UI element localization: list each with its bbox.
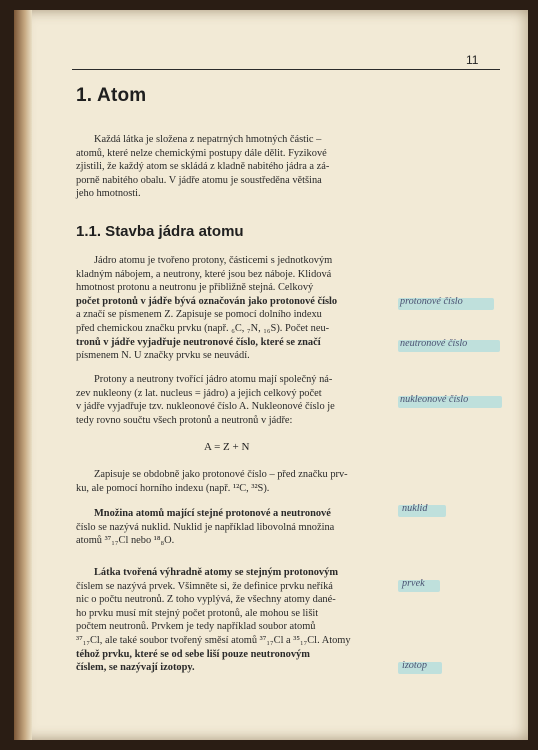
text-line: tedy rovno součtu všech protonů a neutronů v jádře: — [76, 414, 293, 426]
section-title: 1.1. Stavba jádra atomu — [76, 223, 244, 240]
header-rule — [72, 69, 500, 70]
text-line: ku, ale pomocí horního indexu (např. ¹²C, ³²S). — [76, 482, 270, 494]
text-line: Protony a neutrony tvořící jádro atomu mají společný ná- — [94, 374, 333, 385]
text-line: počtem neutronů. Prvkem je tedy například soubor atomů — [76, 621, 316, 633]
text-line: počet protonů v jádře bývá označován jako protonové číslo — [76, 295, 338, 307]
text-line: atomů, které nelze chemickými postupy dále dělit. Fyzikové — [76, 147, 327, 159]
page-number: 11 — [466, 53, 479, 67]
text-line: Každá látka je složena z nepatrných hmotných částic – — [94, 134, 322, 145]
chapter-title: 1. Atom — [76, 85, 147, 106]
formula: A = Z + N — [204, 441, 250, 453]
intro-paragraph — [76, 133, 376, 201]
text-line: ho prvku musí mít stejný počet protonů, ale mohou se lišit — [76, 607, 319, 619]
text-line: ³⁷₁₇Cl, ale také soubor tvořený směsí atomů ³⁷₁₇Cl a ³⁵₁₇Cl. Atomy — [76, 634, 351, 646]
text-line: Jádro atomu je tvořeno protony, částicemi s jednotkovým — [94, 255, 333, 266]
text-line: kladným nábojem, a neutrony, které jsou bez náboje. Klidová — [76, 268, 332, 280]
text-line: číslem se nazývá prvek. Všimněte si, že definice prvku neříká — [76, 580, 333, 592]
text-line: jeho hmotnosti. — [76, 188, 141, 200]
paragraph-2 — [76, 373, 376, 427]
text-line: tronů v jádře vyjadřuje neutronové číslo, které se značí — [76, 336, 321, 348]
text-line: Látka tvořená výhradně atomy se stejným protonovým — [94, 567, 338, 578]
text-line: nic o počtu neutronů. Z toho vyplývá, že všechny atomy dané- — [76, 594, 336, 606]
text-line: před chemickou značku prvku (např. ₆C, ₇N, ₁₆S). Počet neu- — [76, 322, 330, 334]
book-page — [14, 10, 528, 740]
text-line: téhož prvku, které se od sebe liší pouze neutronovým — [76, 648, 310, 660]
text-line: atomů ³⁷₁₇Cl nebo ¹⁸₈O. — [76, 535, 175, 547]
text-line: v jádře vyjadřuje tzv. nukleonové číslo A. Nukleonové číslo je — [76, 401, 335, 413]
margin-note-izotop: izotop — [402, 660, 427, 671]
margin-note-nuklid: nuklid — [402, 503, 428, 514]
text-line: zev nukleony (z lat. nucleus = jádro) a jejich celkový počet — [76, 387, 322, 399]
text-line: Zapisuje se obdobně jako protonové číslo – před značku prv- — [94, 469, 348, 480]
text-line: Množina atomů mající stejné protonové a neutronové — [94, 508, 331, 519]
margin-note-prvek: prvek — [402, 578, 425, 589]
text-line: a značí se písmenem Z. Zapisuje se pomocí dolního indexu — [76, 309, 322, 321]
margin-note-nukleonove-cislo: nukleonové číslo — [400, 394, 469, 405]
text-line: písmenem N. U značky prvku se neuvádí. — [76, 350, 250, 362]
paragraph-3 — [76, 468, 376, 495]
margin-note-neutronove-cislo: neutronové číslo — [400, 338, 468, 349]
paragraph-4 — [76, 507, 376, 548]
text-line: porně nabitého obalu. V jádře atomu je soustředěna většina — [76, 174, 322, 186]
paragraph-5 — [76, 566, 376, 675]
text-line: hmotnost protonu a neutronu je přibližně stejná. Celkový — [76, 282, 314, 294]
text-line: číslo se nazývá nuklid. Nuklid je například libovolná množina — [76, 521, 335, 533]
margin-note-protonove-cislo: protonové číslo — [400, 296, 463, 307]
book-spine — [14, 10, 32, 740]
text-line: číslem, se nazývají izotopy. — [76, 662, 195, 674]
text-line: zjistili, že každý atom se skládá z kladně nabitého jádra a zá- — [76, 161, 330, 173]
paragraph-1 — [76, 254, 376, 363]
